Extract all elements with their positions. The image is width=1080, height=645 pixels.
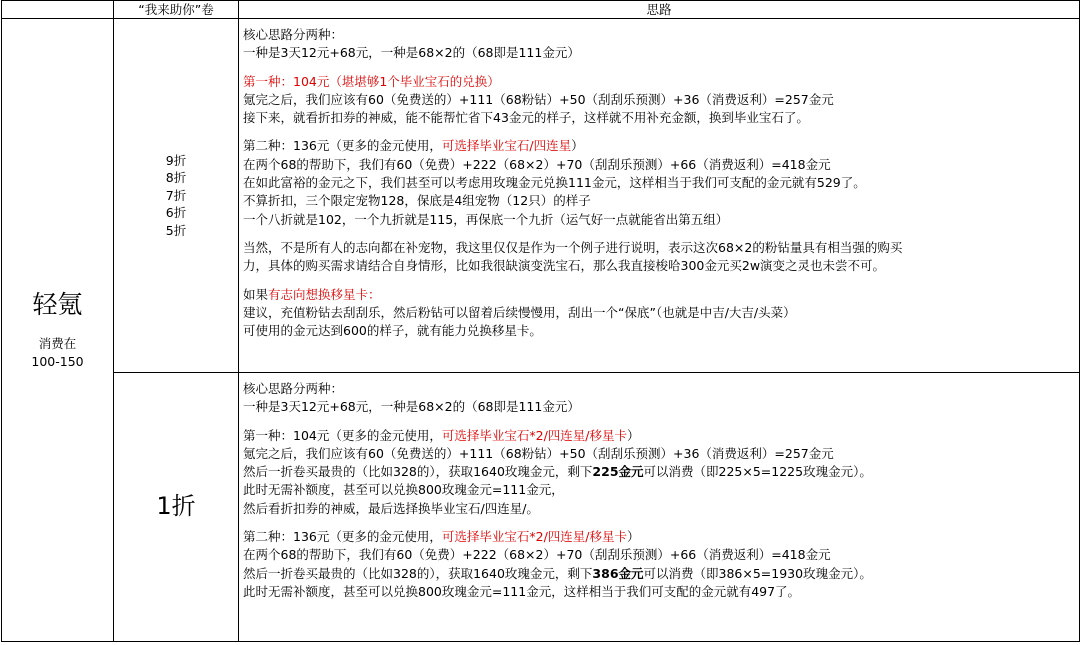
text-line: 接下来，就看折扣券的神威，能不能帮忙省下43金元的样子，这样就不用补充金额，换到毕业宝石了。 [243, 110, 809, 126]
text-segment: 然后一折卷买最贵的（比如328的），获取1640玫瑰金元，剩下 [243, 565, 593, 581]
text-line: 在两个68的帮助下，我们有60（免费）+222（68×2）+70（刮刮乐预测）+66（消费返利）=418金元 [243, 156, 831, 172]
discount-cell [114, 373, 239, 642]
discount-item: 6折 [165, 205, 187, 221]
text-line: 在如此富裕的金元之下，我们甚至可以考虑用玫瑰金元兑换111金元，这样相当于我们可支配的金元就有529了。 [243, 175, 866, 191]
option-heading: 第一种：104元（堪堪够1个毕业宝石的兑换） [243, 73, 500, 89]
option-heading [243, 528, 1076, 546]
text-segment: 第二种：136元（更多的金元使用， [243, 138, 442, 154]
text-segment: 第二种：136元（更多的金元使用， [243, 529, 442, 545]
bold-amount: 386金元 [592, 565, 644, 581]
text-segment: 如果 [243, 286, 269, 302]
option-heading [243, 137, 1076, 155]
discount-item: 5折 [165, 222, 187, 238]
category-sub-1: 消费在 [38, 336, 77, 351]
text-line: 一种是3天12元+68元，一种是68×2的（68即是111金元） [243, 45, 580, 61]
text-line: 氪完之后，我们应该有60（免费送的）+111（68粉钻）+50（刮刮乐预测）+36（消费返利）=257金元 [243, 445, 834, 461]
text-segment: 第一种：104元（更多的金元使用， [243, 427, 442, 443]
approach-cell-2 [239, 373, 1080, 642]
text-segment: 可以消费（即225×5=1225玫瑰金元）。 [643, 464, 872, 480]
category-title: 轻氪 [32, 290, 83, 319]
text-line: 此时无需补额度，甚至可以兑换800玫瑰金元=111金元，这样相当于我们可支配的金元就有497了。 [243, 583, 801, 599]
approach-cell-1 [239, 19, 1080, 373]
highlight-text: 可选择毕业宝石/四连星 [441, 138, 572, 154]
bold-amount: 225金元 [592, 464, 644, 480]
header-approach: 思路 [239, 1, 1080, 19]
text-line [243, 565, 1076, 583]
category-cell [2, 19, 114, 642]
discount-list-cell [114, 19, 239, 373]
text-segment: 然后一折卷买最贵的（比如328的），获取1640玫瑰金元，剩下 [243, 464, 593, 480]
text-line [243, 463, 1076, 481]
option-heading [243, 286, 1076, 304]
category-sub-2: 100-150 [31, 354, 84, 369]
text-segment: 可以消费（即386×5=1930玫瑰金元）。 [643, 565, 872, 581]
text-segment: ） [627, 529, 640, 545]
discount-value: 1折 [156, 492, 196, 521]
text-segment: ） [571, 138, 584, 154]
option-heading [243, 427, 1076, 445]
text-line: 可使用的金元达到600的样子，就有能力兑换移星卡。 [243, 323, 542, 339]
text-segment: ） [627, 427, 640, 443]
discount-item: 8折 [165, 170, 187, 186]
text-line: 氪完之后，我们应该有60（免费送的）+111（68粉钻）+50（刮刮乐预测）+36（消费返利）=257金元 [243, 91, 834, 107]
text-line: 一个八折就是102，一个九折就是115，再保底一个九折（运气好一点就能省出第五组） [243, 211, 729, 227]
highlight-text: 可选择毕业宝石*2/四连星/移星卡 [441, 529, 627, 545]
text-line: 核心思路分两种： [243, 381, 344, 396]
header-row [2, 1, 1080, 19]
text-line: 不算折扣，三个限定宠物128，保底是4组宠物（12只）的样子 [243, 193, 591, 209]
discount-item: 7折 [165, 187, 187, 203]
text-line: 核心思路分两种： [243, 27, 344, 42]
text-line: 当然，不是所有人的志向都在补宠物，我这里仅仅是作为一个例子进行说明，表示这次68×2的粉钻量具有相当强的购买 [243, 239, 903, 255]
text-line: 此时无需补额度，甚至可以兑换800玫瑰金元=111金元， [243, 482, 564, 498]
section-row-2 [2, 373, 1080, 642]
text-line: 一种是3天12元+68元，一种是68×2的（68即是111金元） [243, 399, 580, 415]
highlight-text: 有志向想换移星卡： [268, 286, 381, 302]
highlight-text: 可选择毕业宝石*2/四连星/移星卡 [441, 427, 627, 443]
section-row-1 [2, 19, 1080, 373]
strategy-table [1, 0, 1080, 642]
header-coupon: “我来助你”卷 [114, 1, 239, 19]
text-line: 力，具体的购买需求请结合自身情形，比如我很缺演变洗宝石，那么我直接梭哈300金元买2w演变之灵也未尝不可。 [243, 258, 886, 274]
text-line: 在两个68的帮助下，我们有60（免费）+222（68×2）+70（刮刮乐预测）+66（消费返利）=418金元 [243, 547, 831, 563]
header-blank-cell [2, 1, 114, 19]
discount-item: 9折 [165, 152, 187, 168]
text-line: 建议，充值粉钻去刮刮乐，然后粉钻可以留着后续慢慢用，刮出一个“保底”（也就是中吉/大吉/头菜） [243, 304, 796, 320]
text-line: 然后看折扣券的神威，最后选择换毕业宝石/四连星/。 [243, 500, 539, 516]
